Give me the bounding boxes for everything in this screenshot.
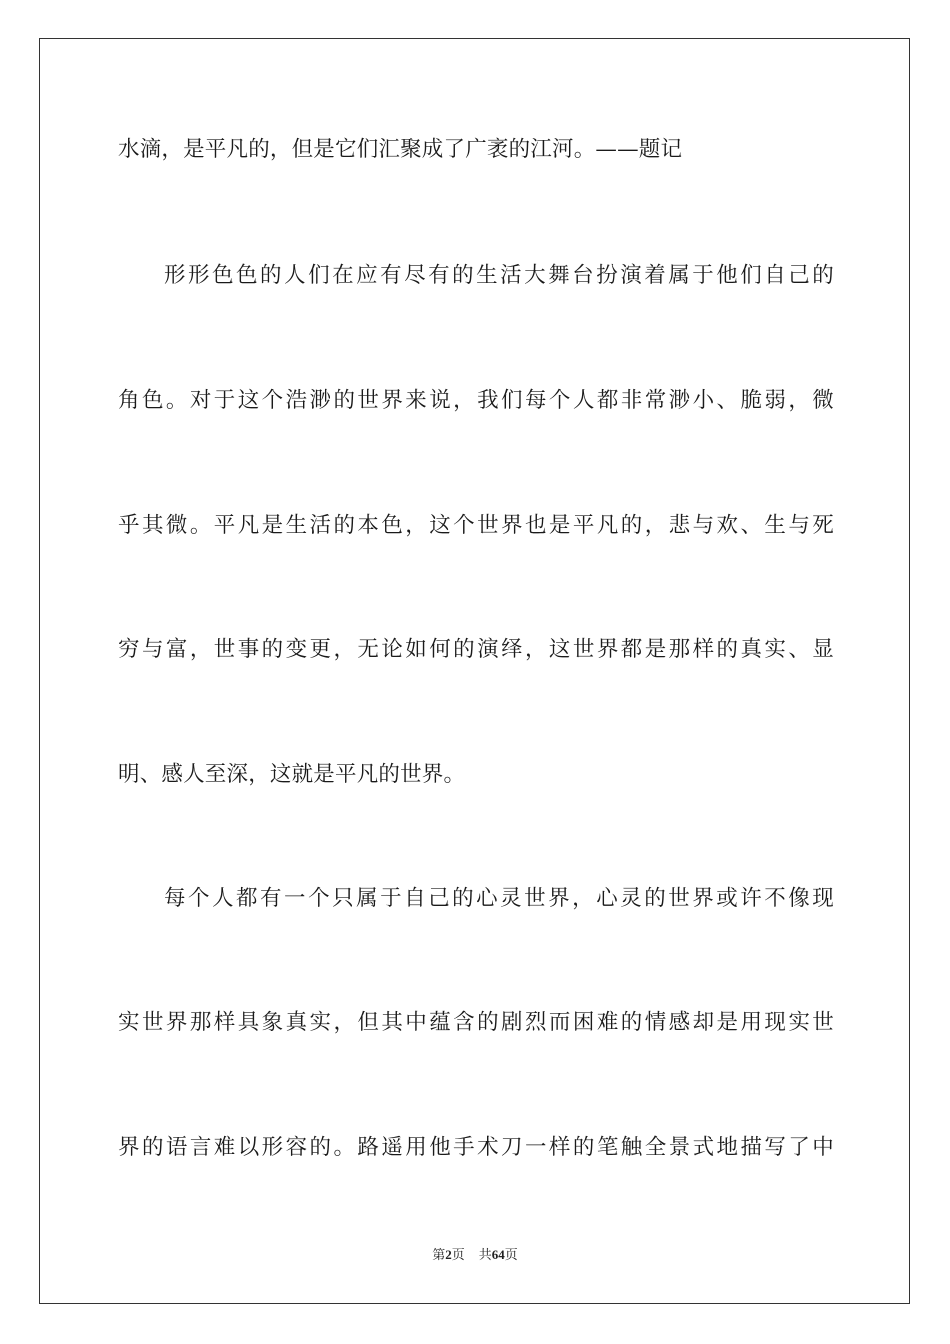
page-border	[39, 38, 910, 1304]
footer-total-pages: 64	[491, 1247, 505, 1262]
footer-page-number: 2	[445, 1247, 452, 1262]
epigraph-line: 水滴，是平凡的，但是它们汇聚成了广袤的江河。——题记	[118, 137, 683, 162]
paragraph-1-line-1: 形形色色的人们在应有尽有的生活大舞台扮演着属于他们自己的	[164, 263, 834, 288]
paragraph-1-line-4: 穷与富，世事的变更，无论如何的演绎，这世界都是那样的真实、显	[118, 637, 834, 662]
paragraph-2-line-1: 每个人都有一个只属于自己的心灵世界，心灵的世界或许不像现	[164, 886, 834, 911]
paragraph-2-line-2: 实世界那样具象真实，但其中蕴含的剧烈而困难的情感却是用现实世	[118, 1010, 834, 1035]
footer-page-suffix: 页	[451, 1247, 465, 1262]
footer-total-prefix: 共	[478, 1247, 492, 1262]
footer-total-suffix: 页	[504, 1247, 518, 1262]
footer-page-prefix: 第	[432, 1247, 446, 1262]
paragraph-1-line-2: 角色。对于这个浩渺的世界来说，我们每个人都非常渺小、脆弱，微	[118, 388, 834, 413]
paragraph-1-line-5: 明、感人至深，这就是平凡的世界。	[118, 762, 466, 787]
paragraph-2-line-3: 界的语言难以形容的。路遥用他手术刀一样的笔触全景式地描写了中	[118, 1135, 834, 1160]
page-footer	[0, 1244, 950, 1263]
paragraph-1-line-3: 乎其微。平凡是生活的本色，这个世界也是平凡的，悲与欢、生与死	[118, 513, 834, 538]
